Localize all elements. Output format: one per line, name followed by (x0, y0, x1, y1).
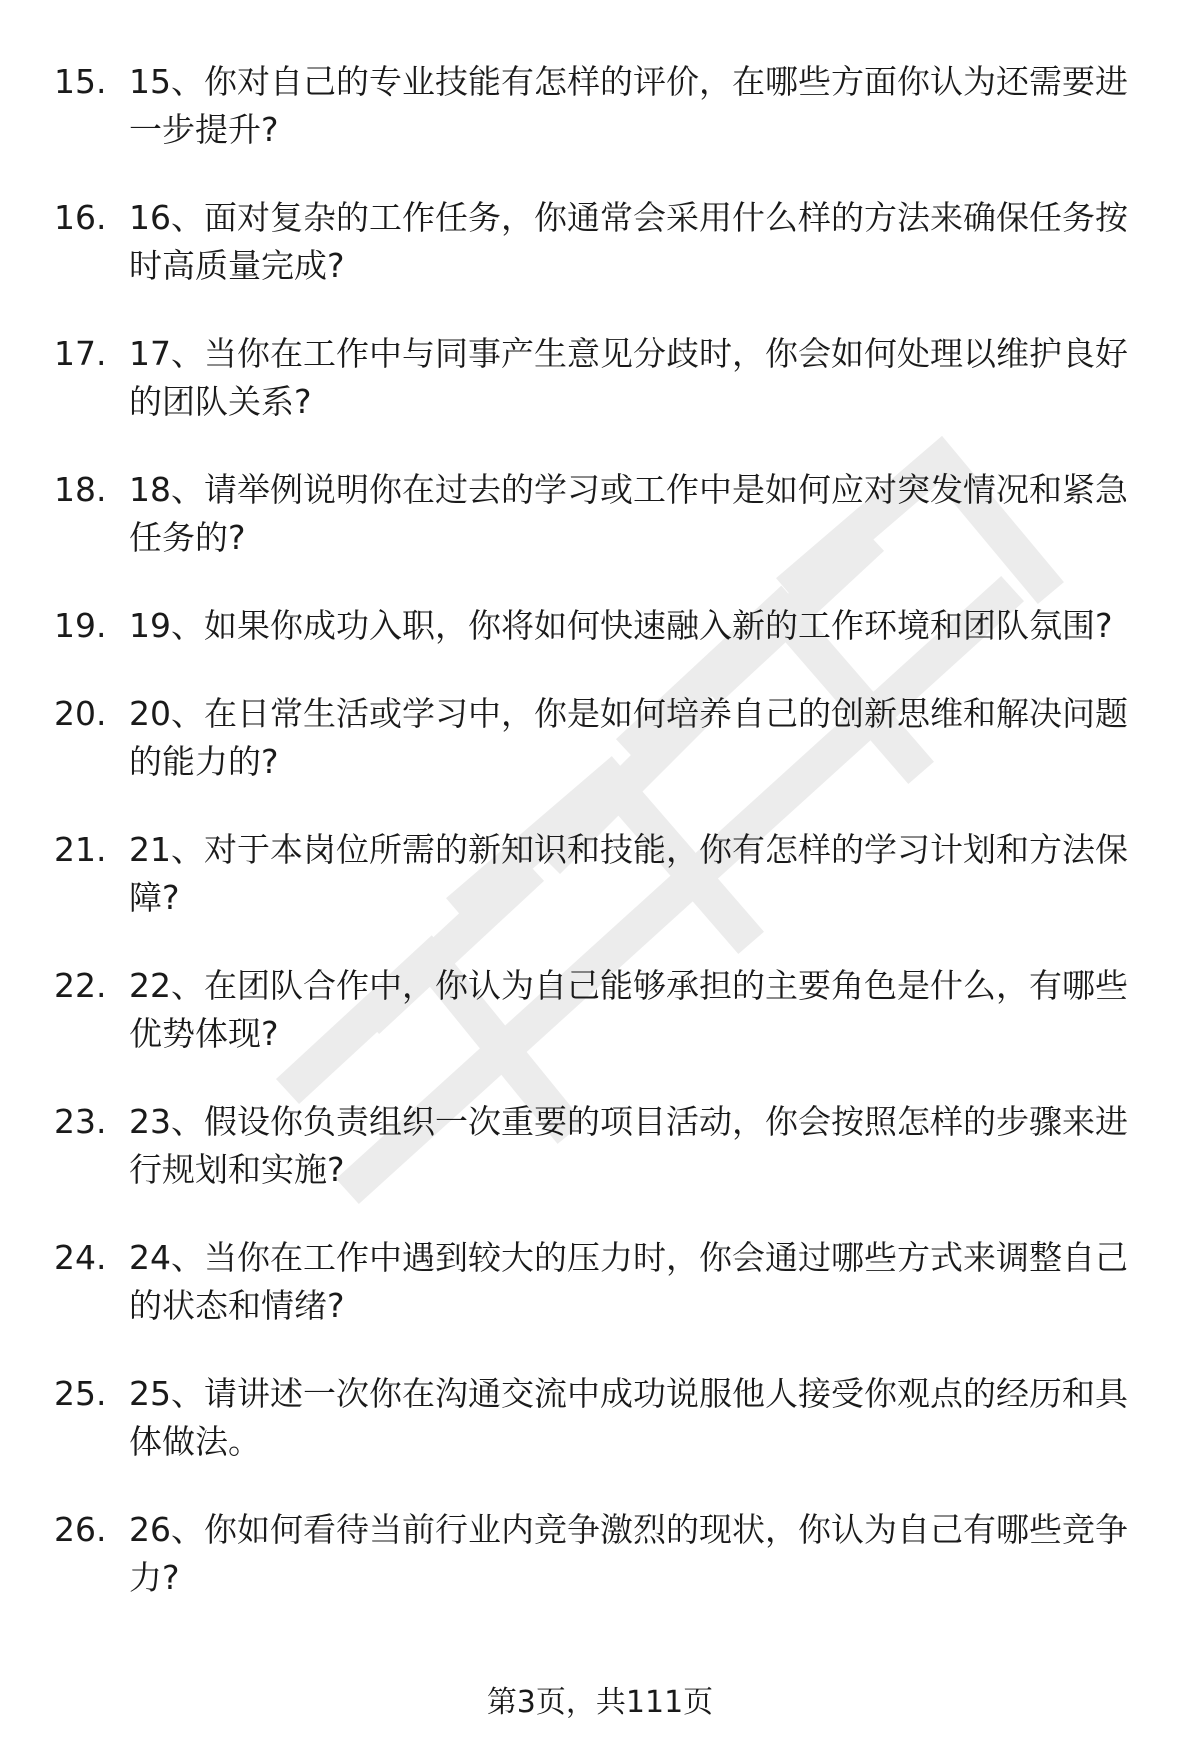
question-number: 16. (54, 198, 107, 237)
question-text: 24、当你在工作中遇到较大的压力时，你会通过哪些方式来调整自己的状态和情绪? (129, 1238, 1128, 1325)
question-number: 15. (54, 62, 107, 101)
question-number: 19. (54, 606, 107, 645)
list-item (54, 1098, 1154, 1194)
question-text: 22、在团队合作中，你认为自己能够承担的主要角色是什么，有哪些优势体现? (129, 966, 1128, 1053)
list-item (54, 602, 1154, 650)
question-list (54, 58, 1154, 1642)
list-item (54, 962, 1154, 1058)
question-text: 21、对于本岗位所需的新知识和技能，你有怎样的学习计划和方法保障? (129, 830, 1128, 917)
list-item (54, 826, 1154, 922)
list-item (54, 330, 1154, 426)
list-item (54, 1506, 1154, 1602)
question-number: 25. (54, 1374, 107, 1413)
question-number: 26. (54, 1510, 107, 1549)
question-number: 23. (54, 1102, 107, 1141)
question-number: 17. (54, 334, 107, 373)
question-text: 16、面对复杂的工作任务，你通常会采用什么样的方法来确保任务按时高质量完成? (129, 198, 1128, 285)
list-item (54, 1234, 1154, 1330)
question-number: 24. (54, 1238, 107, 1277)
list-item (54, 466, 1154, 562)
list-item (54, 690, 1154, 786)
question-text: 23、假设你负责组织一次重要的项目活动，你会按照怎样的步骤来进行规划和实施? (129, 1102, 1128, 1189)
question-number: 22. (54, 966, 107, 1005)
question-text: 18、请举例说明你在过去的学习或工作中是如何应对突发情况和紧急任务的? (129, 470, 1128, 557)
question-text: 15、你对自己的专业技能有怎样的评价，在哪些方面你认为还需要进一步提升? (129, 62, 1128, 149)
question-number: 20. (54, 694, 107, 733)
question-text: 20、在日常生活或学习中，你是如何培养自己的创新思维和解决问题的能力的? (129, 694, 1128, 781)
question-number: 18. (54, 470, 107, 509)
question-text: 19、如果你成功入职，你将如何快速融入新的工作环境和团队氛围? (129, 606, 1113, 645)
list-item (54, 194, 1154, 290)
list-item (54, 58, 1154, 154)
question-number: 21. (54, 830, 107, 869)
page-number: 第3页，共111页 (486, 1685, 714, 1720)
question-text: 17、当你在工作中与同事产生意见分歧时，你会如何处理以维护良好的团队关系? (129, 334, 1128, 421)
question-text: 25、请讲述一次你在沟通交流中成功说服他人接受你观点的经历和具体做法。 (129, 1374, 1128, 1461)
question-text: 26、你如何看待当前行业内竞争激烈的现状，你认为自己有哪些竞争力? (129, 1510, 1128, 1597)
list-item (54, 1370, 1154, 1466)
